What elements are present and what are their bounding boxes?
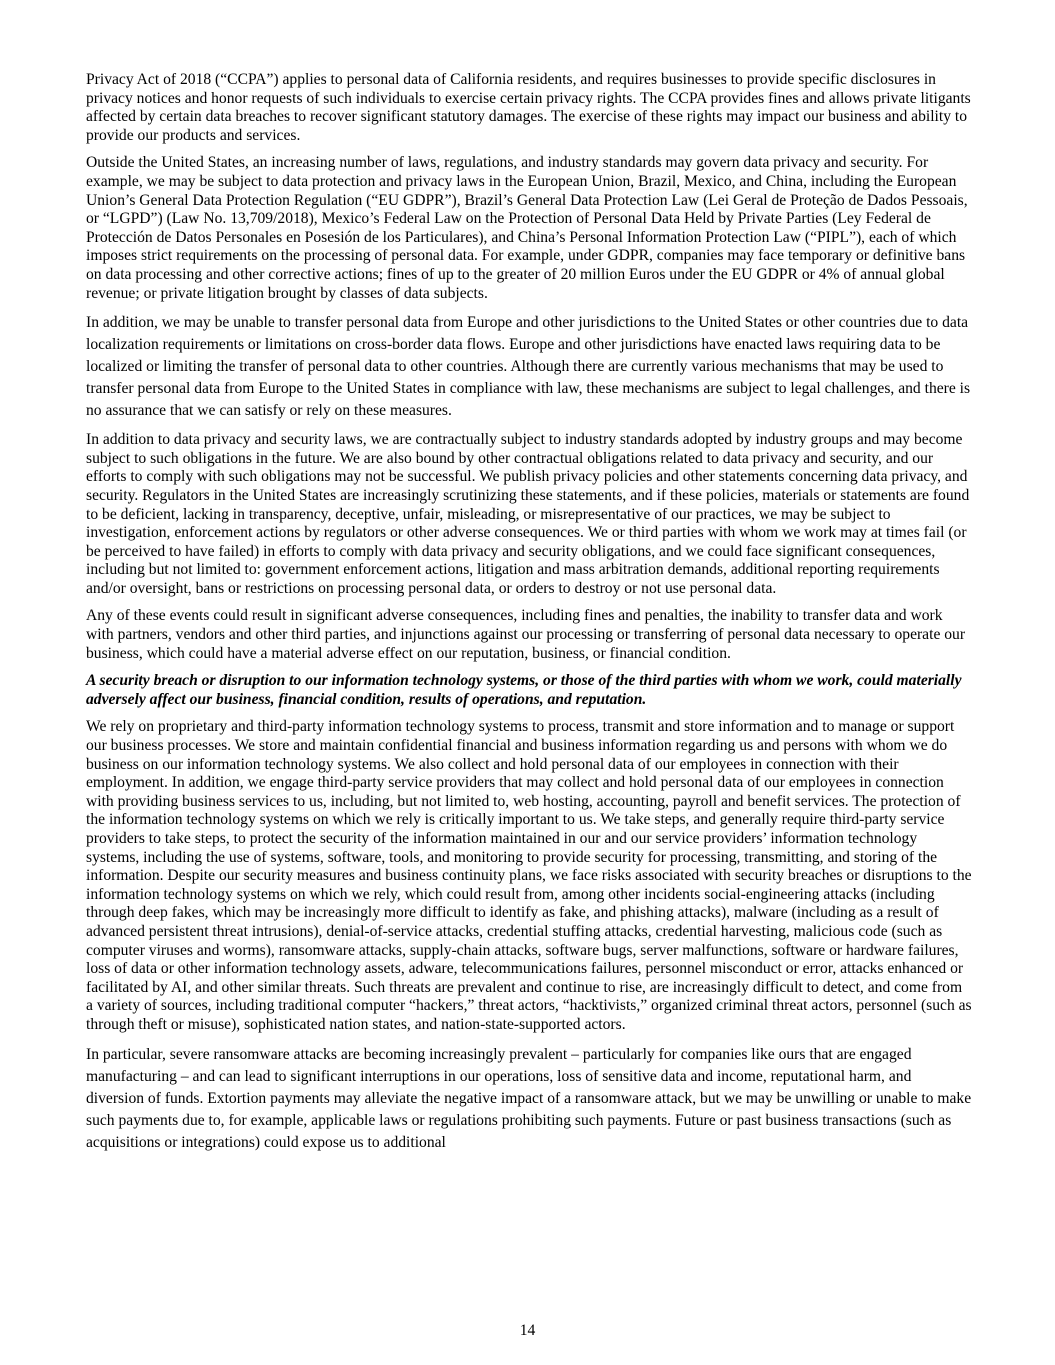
risk-factor-heading: A security breach or disruption to our information technology systems, or those of the third parties with whom we work, could materially adversely affect our business, financial condition, results of operations, and reputation. bbox=[86, 672, 962, 708]
paragraph-it-systems: We rely on proprietary and third-party information technology systems to process, transmit and store information and to manage or support our business processes. We store and maintain confidential financial and business information regarding us and persons with whom we do business on our information technology systems. We also collect and hold personal data of our employees in connection with their employment. In addition, we engage third-party service providers that may collect and hold personal data of our employees in connection with providing business services to us, including, but not limited to, web hosting, accounting, payroll and benefit services. The protection of the information technology systems on which we rely is critically important to us. We take steps, and generally require third-party service providers to take steps, to protect the security of the information maintained in our and our service providers’ information technology systems, including the use of systems, software, tools, and monitoring to provide security for processing, transmitting, and storing of the information. Despite our security measures and business continuity plans, we face risks associated with security breaches or disruptions to the information technology systems on which we rely, which could result from, among other incidents social-engineering attacks (including through deep fakes, which may be increasingly more difficult to identify as fake, and phishing attacks), malware (including as a result of advanced persistent threat intrusions), denial-of-service attacks, credential stuffing attacks, credential harvesting, malicious code (such as computer viruses and worms), ransomware attacks, supply-chain attacks, software bugs, server malfunctions, software or hardware failures, loss of data or other information technology assets, adware, telecommunications failures, personnel misconduct or error, attacks enhanced or facilitated by AI, and other similar threats. Such threats are prevalent and continue to rise, are increasingly difficult to detect, and come from a variety of sources, including traditional computer “hackers,” threat actors, “hacktivists,” organized criminal threat actors, personnel (such as through theft or misuse), sophisticated nation states, and nation-state-supported actors. bbox=[86, 718, 972, 1033]
paragraph-adverse-consequences: Any of these events could result in significant adverse consequences, including fines and penalties, the inability to transfer data and work with partners, vendors and other third parties, and injunctions against our processing or transferring of personal data necessary to operate our business, which could have a material adverse effect on our reputation, business, or financial condition. bbox=[86, 607, 966, 662]
paragraph-ransomware: In particular, severe ransomware attacks are becoming increasingly prevalent – particularly for companies like ours that are engaged manufacturing – and can lead to significant interruptions in our operations, loss of sensitive data and income, reputational harm, and diversion of funds. Extortion payments may alleviate the negative impact of a ransomware attack, but we may be unwilling or unable to make such payments due to, for example, applicable laws or regulations prohibiting such payments. Future or past business transactions (such as acquisitions or integrations) could expose us to additional bbox=[86, 1045, 972, 1151]
page-number: 14 bbox=[519, 1322, 536, 1339]
paragraph-data-transfer: In addition, we may be unable to transfer personal data from Europe and other jurisdictions to the United States or other countries due to data localization requirements or limitations on cross-border data flows. Europe and other jurisdictions have enacted laws requiring data to be localized or limiting the transfer of personal data to other countries. Although there are currently various mechanisms that may be used to transfer personal data from Europe to the United States in compliance with law, these mechanisms are subject to legal challenges, and there is no assurance that we can satisfy or rely on these measures. bbox=[86, 314, 971, 420]
paragraph-contractual-obligations: In addition to data privacy and security laws, we are contractually subject to industry standards adopted by industry groups and may become subject to such obligations in the future. We are also bound by other contractual obligations related to data privacy and security, and our efforts to comply with such obligations may not be successful. We publish privacy policies and other statements concerning data privacy, and security. Regulators in the United States are increasingly scrutinizing these statements, and if these policies, materials or statements are found to be deficient, lacking in transparency, deceptive, unfair, misleading, or misrepresentative of our practices, we may be subject to investigation, enforcement actions by regulators or other adverse consequences. We or third parties with whom we work may at times fail (or be perceived to have failed) in efforts to comply with data privacy and security obligations, and we could face significant consequences, including but not limited to: government enforcement actions, litigation and mass arbitration demands, additional reporting requirements and/or oversight, bans or restrictions on processing personal data, or orders to destroy or not use personal data. bbox=[86, 431, 970, 597]
document-page bbox=[86, 71, 972, 1163]
paragraph-international-laws: Outside the United States, an increasing number of laws, regulations, and industry standards may govern data privacy and security. For example, we may be subject to data protection and privacy laws in the European Union, Brazil, Mexico, and China, including the European Union’s General Data Protection Regulation (“EU GDPR”), Brazil’s General Data Protection Law (Lei Geral de Proteção de Dados Pessoais, or “LGPD”) (Law No. 13,709/2018), Mexico’s Federal Law on the Protection of Personal Data Held by Private Parties (Ley Federal de Protección de Datos Personales en Posesión de los Particulares), and China’s Personal Information Protection Law (“PIPL”), each of which imposes strict requirements on the processing of personal data. For example, under GDPR, companies may face temporary or definitive bans on data processing and other corrective actions; fines of up to the greater of 20 million Euros under the EU GDPR or 4% of annual global revenue; or private litigation brought by classes of data subjects. bbox=[86, 154, 968, 302]
paragraph-ccpa: Privacy Act of 2018 (“CCPA”) applies to personal data of California residents, and requires businesses to provide specific disclosures in privacy notices and honor requests of such individuals to exercise certain privacy rights. The CCPA provides fines and allows private litigants affected by certain data breaches to recover significant statutory damages. The exercise of these rights may impact our business and ability to provide our products and services. bbox=[86, 71, 971, 144]
